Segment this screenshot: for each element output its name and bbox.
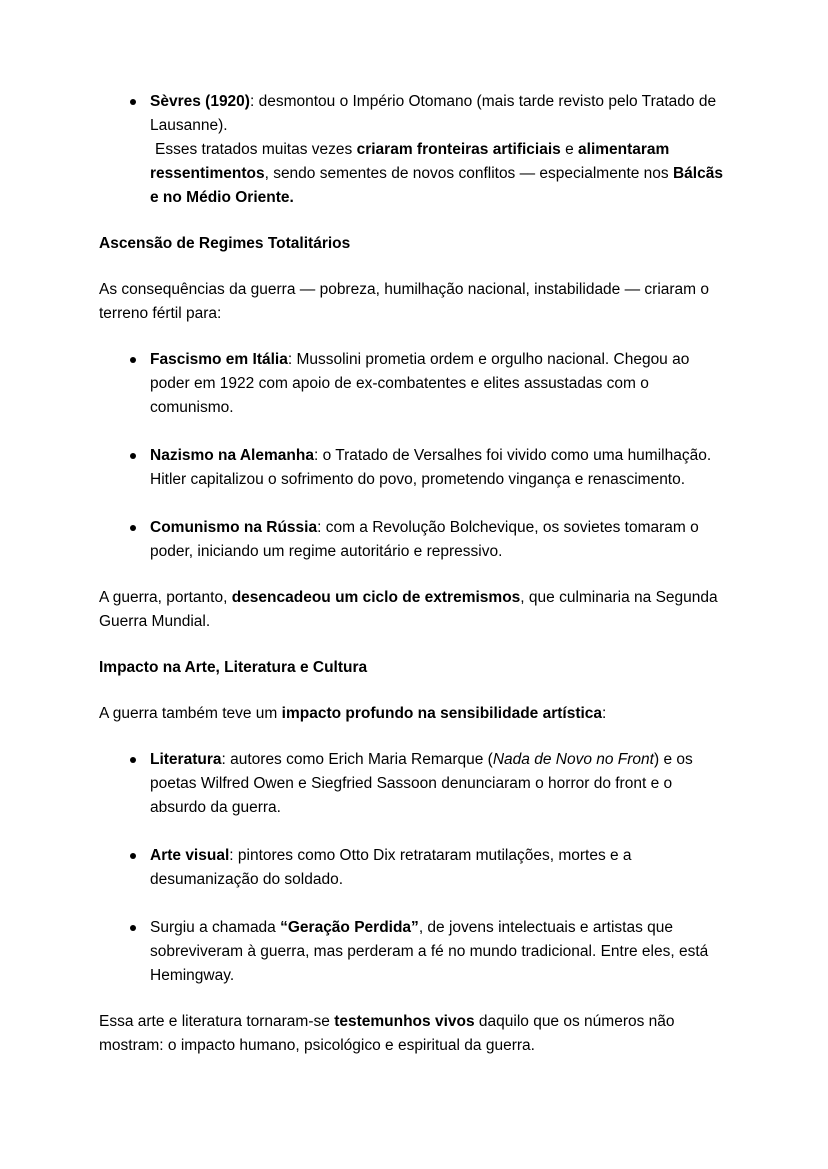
paragraph-suffix: :: [602, 705, 607, 722]
document-body: [99, 90, 731, 1058]
list-item: [99, 748, 731, 820]
bullet-continuation: [150, 138, 731, 210]
bullet-text: : com a Revolução Bolchevique, os sovietes tomaram o poder, iniciando um regime autoritário e repressivo.: [150, 519, 699, 560]
bullet-lead-label: Comunismo na Rússia: [150, 519, 318, 536]
bullet-lead-label: Arte visual: [150, 847, 230, 864]
paragraph: [99, 586, 731, 634]
list-item: [99, 516, 731, 564]
bullet-dot-icon: [130, 99, 136, 105]
paragraph-prefix: Essa arte e literatura tornaram-se: [99, 1013, 335, 1030]
bullet-lead-label: Literatura: [150, 751, 222, 768]
bullet-lead-label: “Geração Perdida”: [280, 919, 419, 936]
bullet-text: : o Tratado de Versalhes foi vivido como uma humilhação. Hitler capitalizou o sofrimento do povo, prometendo vingança e renascimento.: [150, 447, 712, 488]
bullet-dot-icon: [130, 853, 136, 859]
bullet-lead-label: Fascismo em Itália: [150, 351, 288, 368]
bullet-text: : Mussolini prometia ordem e orgulho nacional. Chegou ao poder em 1922 com apoio de ex-combatentes e elites assustadas com o comunismo.: [150, 351, 690, 416]
section-regimes-bullets: [99, 348, 731, 564]
paragraph-prefix: A guerra, portanto,: [99, 589, 232, 606]
bullet-lead-label: Sèvres (1920): [150, 93, 250, 110]
paragraph: [99, 702, 731, 726]
list-item: [99, 916, 731, 988]
section-fecho: [99, 1010, 731, 1058]
paragraph-suffix: , que culminaria na Segunda Guerra Mundial.: [99, 589, 718, 630]
list-item: [99, 444, 731, 492]
paragraph-emphasis: desencadeou um ciclo de extremismos: [231, 589, 521, 606]
continuation-mid-2: , sendo sementes de novos conflitos — especialmente nos: [264, 165, 673, 182]
paragraph: As consequências da guerra — pobreza, humilhação nacional, instabilidade — criaram o terreno fértil para:: [99, 281, 710, 322]
continuation-bold-3: Bálcãs e no Médio Oriente.: [150, 165, 723, 206]
section-ciclo-extremismos: [99, 586, 731, 634]
bullet-dot-icon: [130, 757, 136, 763]
sevres-bullet-list: [99, 90, 731, 210]
paragraph: [99, 1010, 731, 1058]
section-heading: Impacto na Arte, Literatura e Cultura: [99, 659, 368, 676]
arte-bullet-list: [99, 748, 731, 988]
list-item: [99, 348, 731, 420]
regimes-bullet-list: [99, 348, 731, 564]
bullet-dot-icon: [130, 925, 136, 931]
book-title: Nada de Novo no Front: [492, 751, 654, 768]
section-arte-bullets: [99, 748, 731, 988]
section-arte-intro: [99, 702, 731, 726]
section-sevres: [99, 90, 731, 210]
paragraph-suffix: daquilo que os números não mostram: o impacto humano, psicológico e espiritual da guerra.: [99, 1013, 675, 1054]
bullet-dot-icon: [130, 453, 136, 459]
bullet-text: : desmontou o Império Otomano (mais tarde revisto pelo Tratado de Lausanne).: [150, 93, 717, 134]
bullet-text-before-title: : autores como Erich Maria Remarque (: [221, 751, 493, 768]
bullet-text-after-title: ) e os poetas Wilfred Owen e Siegfried Sassoon denunciaram o horror do front e o absurdo da guerra.: [150, 751, 693, 816]
section-arte-heading: [99, 656, 731, 680]
bullet-dot-icon: [130, 525, 136, 531]
bullet-text: , de jovens intelectuais e artistas que sobreviveram à guerra, mas perderam a fé no mundo tradicional. Entre eles, está Hemingway.: [150, 919, 709, 984]
bullet-plain-prefix: Surgiu a chamada: [150, 919, 281, 936]
paragraph-emphasis: testemunhos vivos: [334, 1013, 475, 1030]
section-regimes-heading: [99, 232, 731, 256]
bullet-text: : pintores como Otto Dix retrataram mutilações, mortes e a desumanização do soldado.: [150, 847, 632, 888]
section-regimes-intro: [99, 278, 731, 326]
paragraph-prefix: A guerra também teve um: [99, 705, 282, 722]
continuation-prefix: Esses tratados muitas vezes: [155, 141, 357, 158]
continuation-bold-1: criaram fronteiras artificiais: [356, 141, 561, 158]
continuation-bold-2: alimentaram ressentimentos: [150, 141, 670, 182]
section-heading: Ascensão de Regimes Totalitários: [99, 235, 351, 252]
bullet-lead-label: Nazismo na Alemanha: [150, 447, 314, 464]
list-item: [99, 90, 731, 210]
list-item: [99, 844, 731, 892]
bullet-dot-icon: [130, 357, 136, 363]
continuation-mid-1: e: [560, 141, 579, 158]
paragraph-emphasis: impacto profundo na sensibilidade artística: [281, 705, 603, 722]
